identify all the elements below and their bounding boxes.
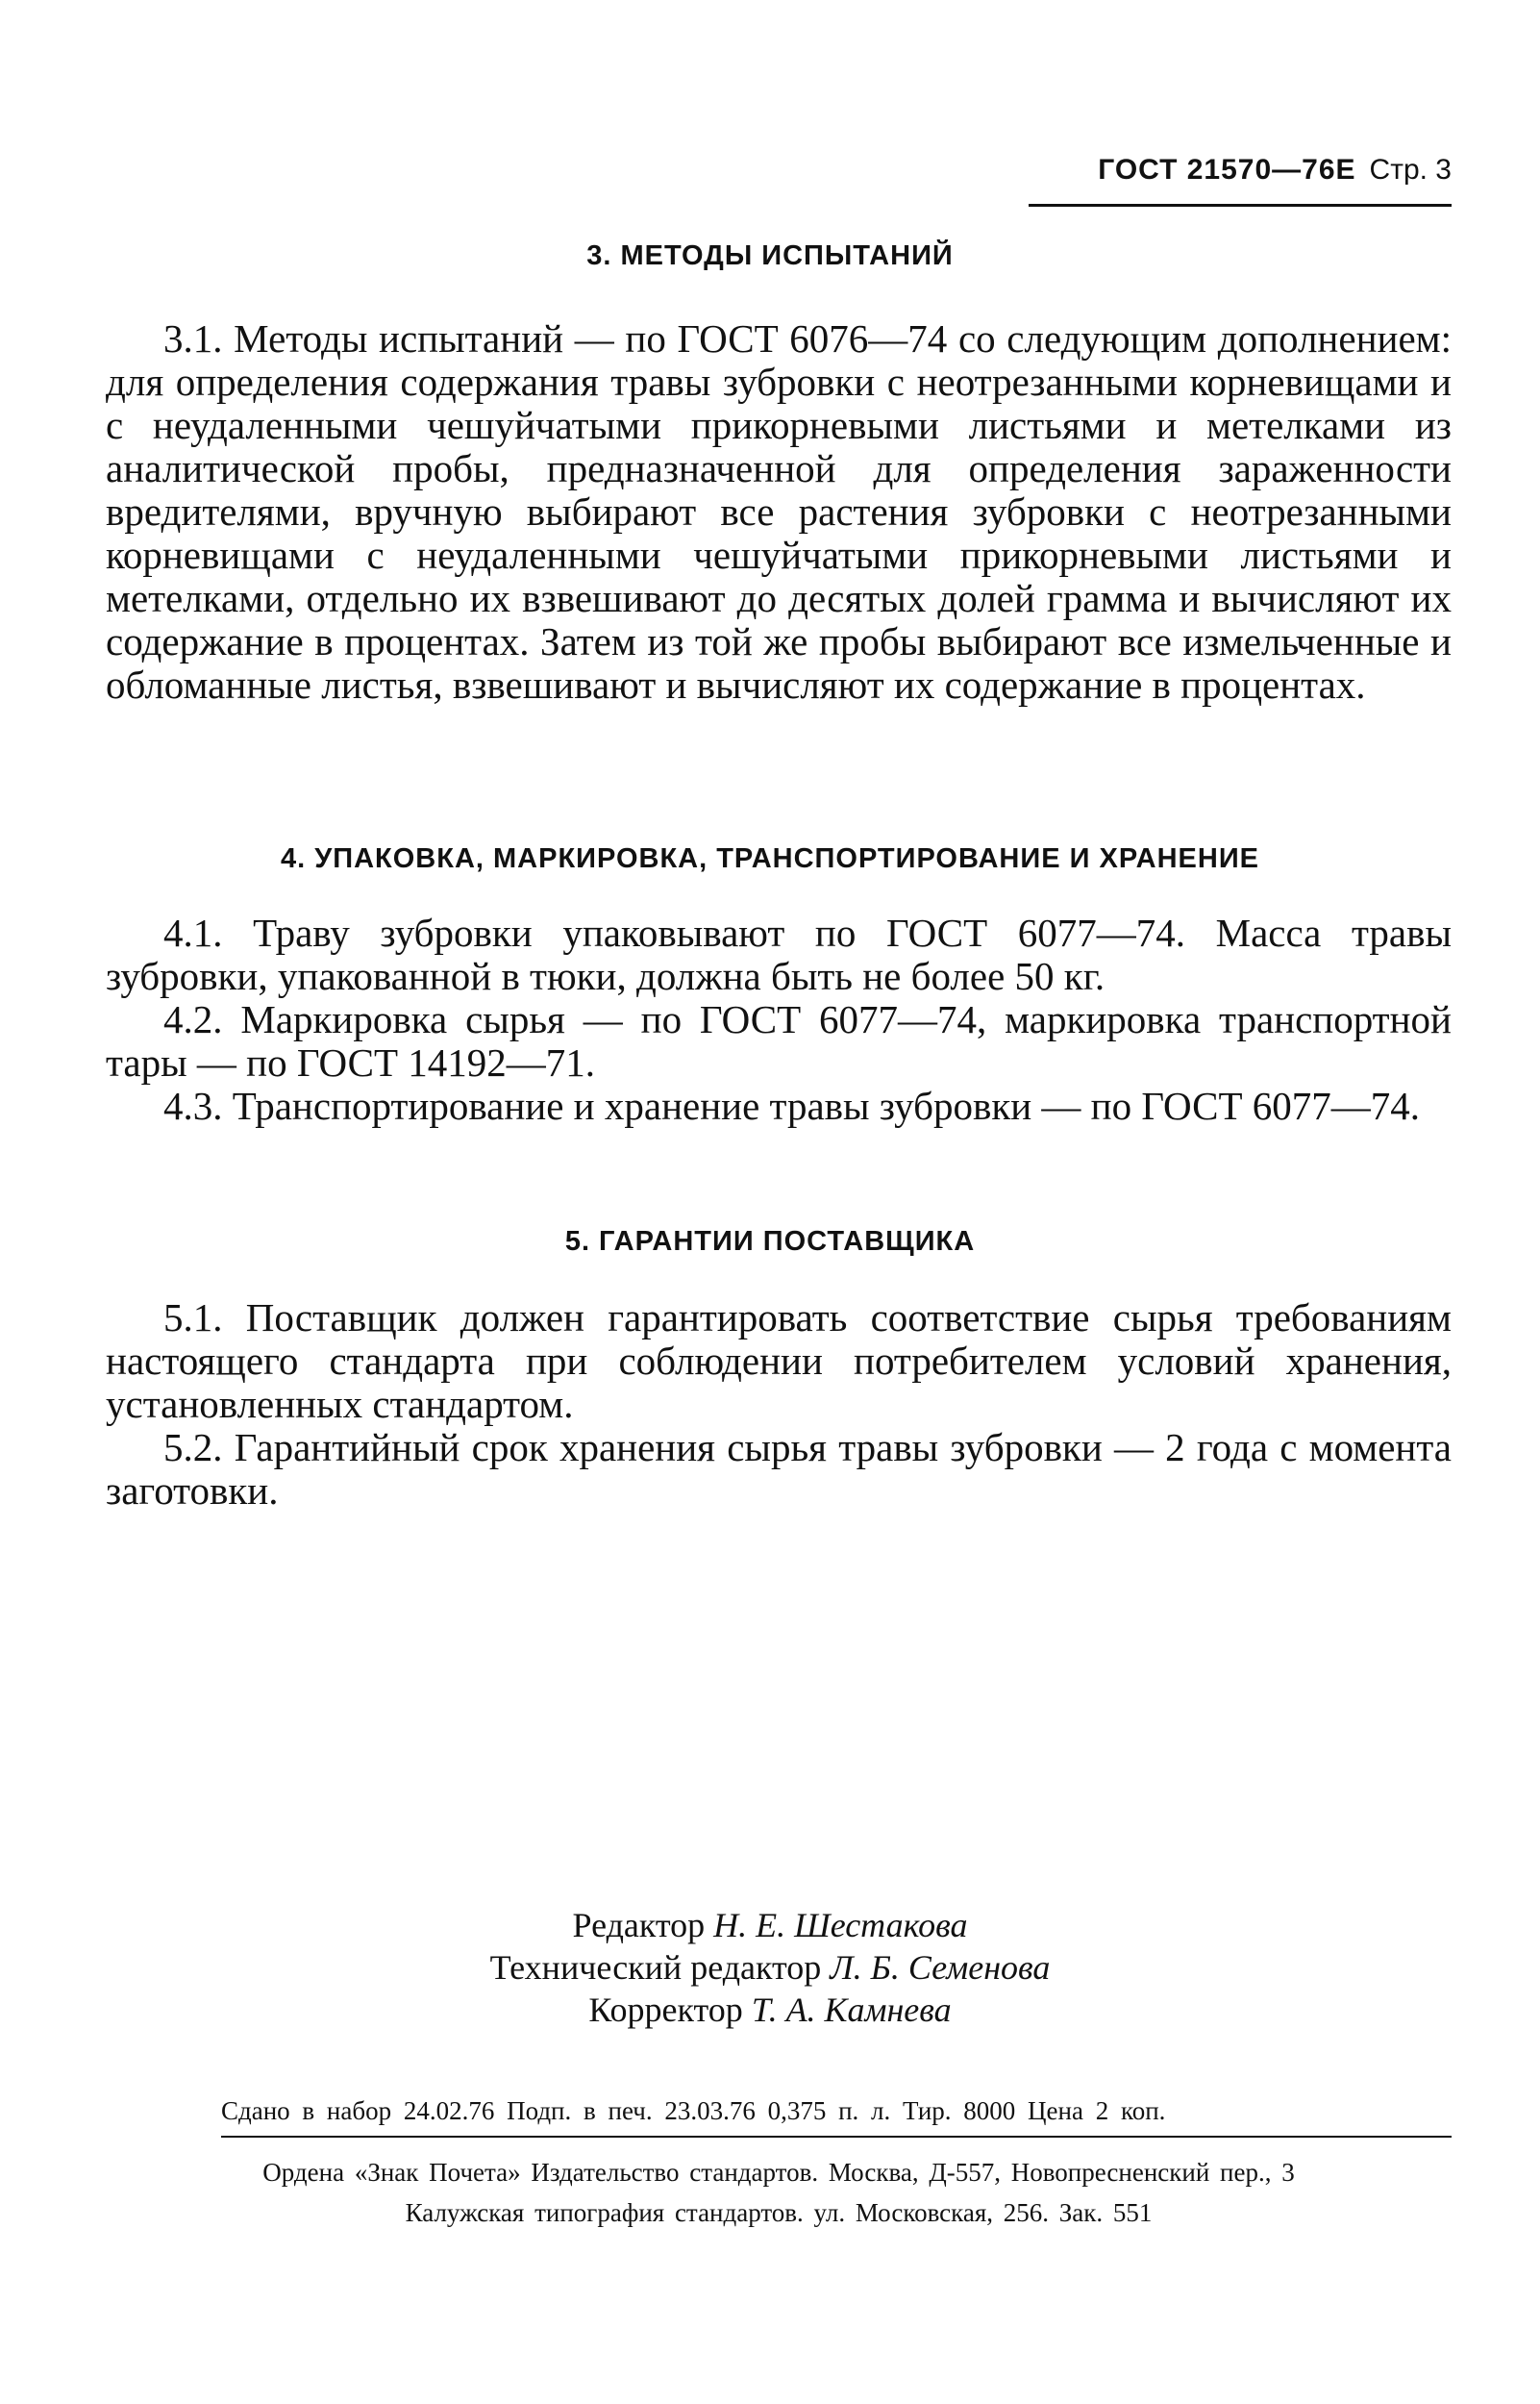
page-number: Стр. 3 [1369,154,1452,186]
credit-proofreader [0,1989,1540,2031]
publisher-line-2: Калужская типография стандартов. ул. Московская, 256. Зак. 551 [405,2198,1153,2227]
credits [0,1904,1540,2031]
section-body-5 [106,1296,1452,1513]
paragraph-4-1: 4.1. Траву зубровки упаковывают по ГОСТ 6077—74. Масса травы зубровки, упакованной в тюки, должна быть не более 50 кг. [106,911,1452,998]
standard-number: ГОСТ 21570—76Е [1098,154,1356,186]
credit-name: Н. Е. Шестакова [713,1906,968,1944]
paragraph-5-1: 5.1. Поставщик должен гарантировать соответствие сырья требованиям настоящего стандарта при соблюдении потребителем условий хранения, установленных стандартом. [106,1295,1452,1426]
section-body-4 [106,912,1452,1128]
credit-name: Т. А. Камнева [751,1991,952,2029]
paragraph-4-2: 4.2. Маркировка сырья — по ГОСТ 6077—74, маркировка транспортной тары — по ГОСТ 14192—71. [106,997,1452,1085]
paragraph-3-1: 3.1. Методы испытаний — по ГОСТ 6076—74 со следующим дополнением: для определения содержания травы зубровки с неотрезанными корневищами и с неудаленными чешуйчатыми прикорневыми листьями и метелками из аналитической пробы, предназначенной для определения зараженности вредителями, вручную выбирают все растения зубровки с неотрезанными корневищами с неудаленными чешуйчатыми прикорневыми листьями и метелками, отдельно их взвешивают до десятых долей грамма и вычисляют их содержание в процентах. Затем из той же пробы выбирают все измельченные и обломанные листья, взвешивают и вычисляют их содержание в процентах. [106,316,1452,707]
imprint-rule [221,2136,1452,2138]
publisher-info [106,2152,1452,2233]
section-body-3 [106,317,1452,707]
paragraph-5-2: 5.2. Гарантийный срок хранения сырья травы зубровки — 2 года с момента заготовки. [106,1425,1452,1513]
section-title-4: 4. УПАКОВКА, МАРКИРОВКА, ТРАНСПОРТИРОВАНИЕ И ХРАНЕНИЕ [280,843,1260,874]
section-title-5: 5. ГАРАНТИИ ПОСТАВЩИКА [564,1226,976,1257]
section-title-3: 3. МЕТОДЫ ИСПЫТАНИЙ [586,240,954,271]
paragraph-4-3: 4.3. Транспортирование и хранение травы зубровки — по ГОСТ 6077—74. [163,1084,1421,1128]
page-header [1029,154,1452,187]
publisher-line-1: Ордена «Знак Почета» Издательство стандартов. Москва, Д-557, Новопресненский пер., 3 [262,2158,1295,2187]
credit-name: Л. Б. Семенова [830,1948,1051,1987]
credit-role: Технический редактор [489,1948,822,1987]
credit-technical-editor [0,1946,1540,1989]
credit-role: Корректор [588,1991,743,2029]
credit-editor [0,1904,1540,1946]
print-imprint: Сдано в набор 24.02.76 Подп. в печ. 23.03.76 0,375 п. л. Тир. 8000 Цена 2 коп. [221,2096,1166,2125]
credit-role: Редактор [572,1906,706,1944]
header-rule [1029,204,1452,207]
